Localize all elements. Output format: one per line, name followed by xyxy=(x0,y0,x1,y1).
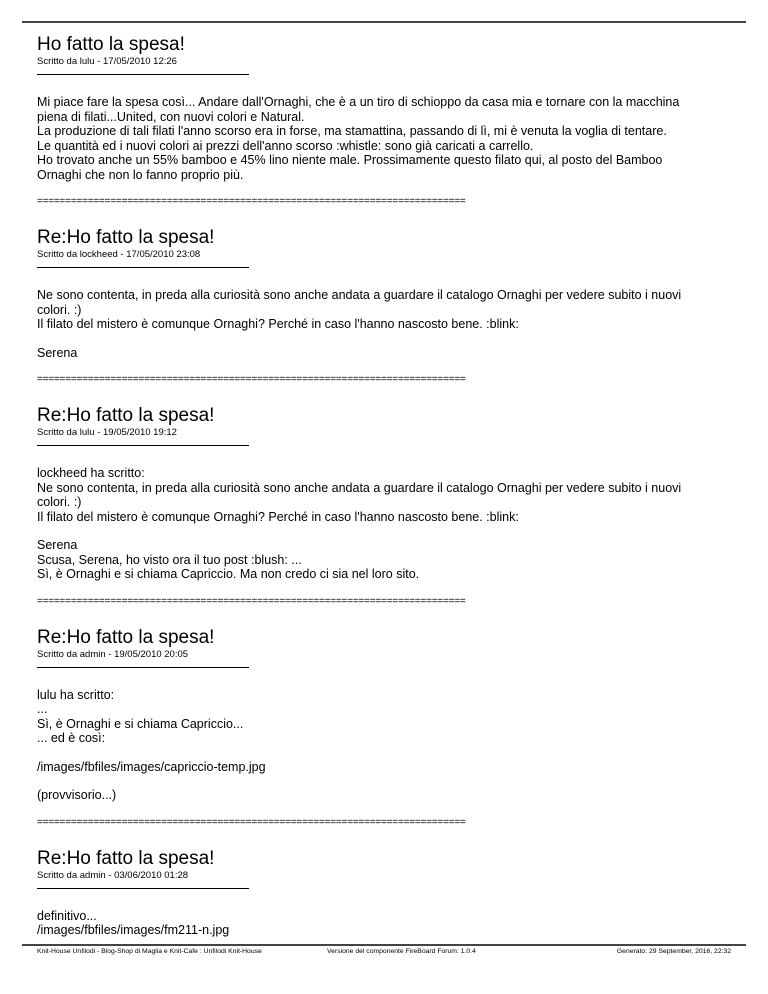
meta-divider xyxy=(37,267,249,268)
post-title: Re:Ho fatto la spesa! xyxy=(37,405,215,426)
meta-divider xyxy=(37,445,249,446)
footer-generated: Generato: 29 September, 2016, 22:32 xyxy=(616,948,731,955)
post-meta: Scritto da admin - 19/05/2010 20:05 xyxy=(37,648,189,660)
post-meta: Scritto da lulu - 17/05/2010 12:26 xyxy=(37,56,177,67)
post xyxy=(37,34,737,208)
post-paragraph: lulu ha scritto: ... Sì, è Ornaghi e si chiama Capriccio... ... ed è così: xyxy=(37,687,244,745)
page-body xyxy=(0,34,768,943)
post-paragraph: (provvisorio...) xyxy=(37,788,117,802)
post-meta: Scritto da admin - 03/06/2010 01:28 xyxy=(37,869,189,881)
post-title: Re:Ho fatto la spesa! xyxy=(37,227,215,248)
post-separator: ============================================================================ xyxy=(37,374,466,385)
meta-divider xyxy=(37,888,249,889)
post-meta: Scritto da lulu - 19/05/2010 19:12 xyxy=(37,427,177,438)
post xyxy=(37,405,737,608)
footer-version: Versione del componente FireBoard Forum: 1.0.4 xyxy=(327,948,476,955)
post-title: Ho fatto la spesa! xyxy=(37,34,185,55)
meta-divider xyxy=(37,667,249,668)
post-paragraph: Ne sono contenta, in preda alla curiosità sono anche andata a guardare il catalogo Ornaghi per vedere subito i nuovi colori. :) Il filato del mistero è comunque Ornaghi? Perché in caso l'hanno nascosto bene. :blink: xyxy=(37,288,682,331)
meta-divider xyxy=(37,74,249,75)
footer-site-name: Knit-House Unfilodi - Blog-Shop di Maglia e Knit-Cafe : Unfilodi Knit-House xyxy=(37,948,262,955)
post xyxy=(37,227,737,386)
top-rule xyxy=(22,21,746,23)
post-title: Re:Ho fatto la spesa! xyxy=(37,626,215,648)
post-paragraph: Serena Scusa, Serena, ho visto ora il tuo post :blush: ... Sì, è Ornaghi e si chiama Capriccio. Ma non credo ci sia nel loro sito. xyxy=(37,538,420,581)
post xyxy=(37,848,737,944)
page-footer xyxy=(37,948,731,960)
post-separator: ============================================================================ xyxy=(37,196,466,207)
post-paragraph: lockheed ha scritto: Ne sono contenta, in preda alla curiosità sono anche andata a guardare il catalogo Ornaghi per vedere subito i nuovi colori. :) Il filato del mistero è comunque Ornaghi? Perché in caso l'hanno nascosto bene. :blink: xyxy=(37,466,682,524)
post-separator: ============================================================================ xyxy=(37,595,466,607)
image-path: /images/fbfiles/images/capriccio-temp.jpg xyxy=(37,759,266,774)
post-title: Re:Ho fatto la spesa! xyxy=(37,847,215,869)
post-paragraph: definitivo... /images/fbfiles/images/fm211-n.jpg xyxy=(37,908,230,937)
post-separator: ============================================================================ xyxy=(37,816,466,828)
post-list xyxy=(37,34,737,943)
post xyxy=(37,627,737,829)
post-paragraph: Mi piace fare la spesa così... Andare dall'Ornaghi, che è a un tiro di schioppo da casa mia e tornare con la macchina piena di filati...United, con nuovi colori e Natural. La produzione di tali filati l'anno scorso era in forse, ma stamattina, passando di lì, mi è venuta la voglia di tentare. Le quantità ed i nuovi colori ai prezzi dell'anno scorso :whistle: sono già caricati a carrello. Ho trovato anche un 55% bamboo e 45% lino niente male. Prossimamente questo filato qui, al posto del Bamboo Ornaghi che non lo fanno proprio più. xyxy=(37,95,680,182)
post-meta: Scritto da lockheed - 17/05/2010 23:08 xyxy=(37,249,201,260)
footer-rule xyxy=(22,944,746,946)
post-paragraph: Serena xyxy=(37,345,78,360)
